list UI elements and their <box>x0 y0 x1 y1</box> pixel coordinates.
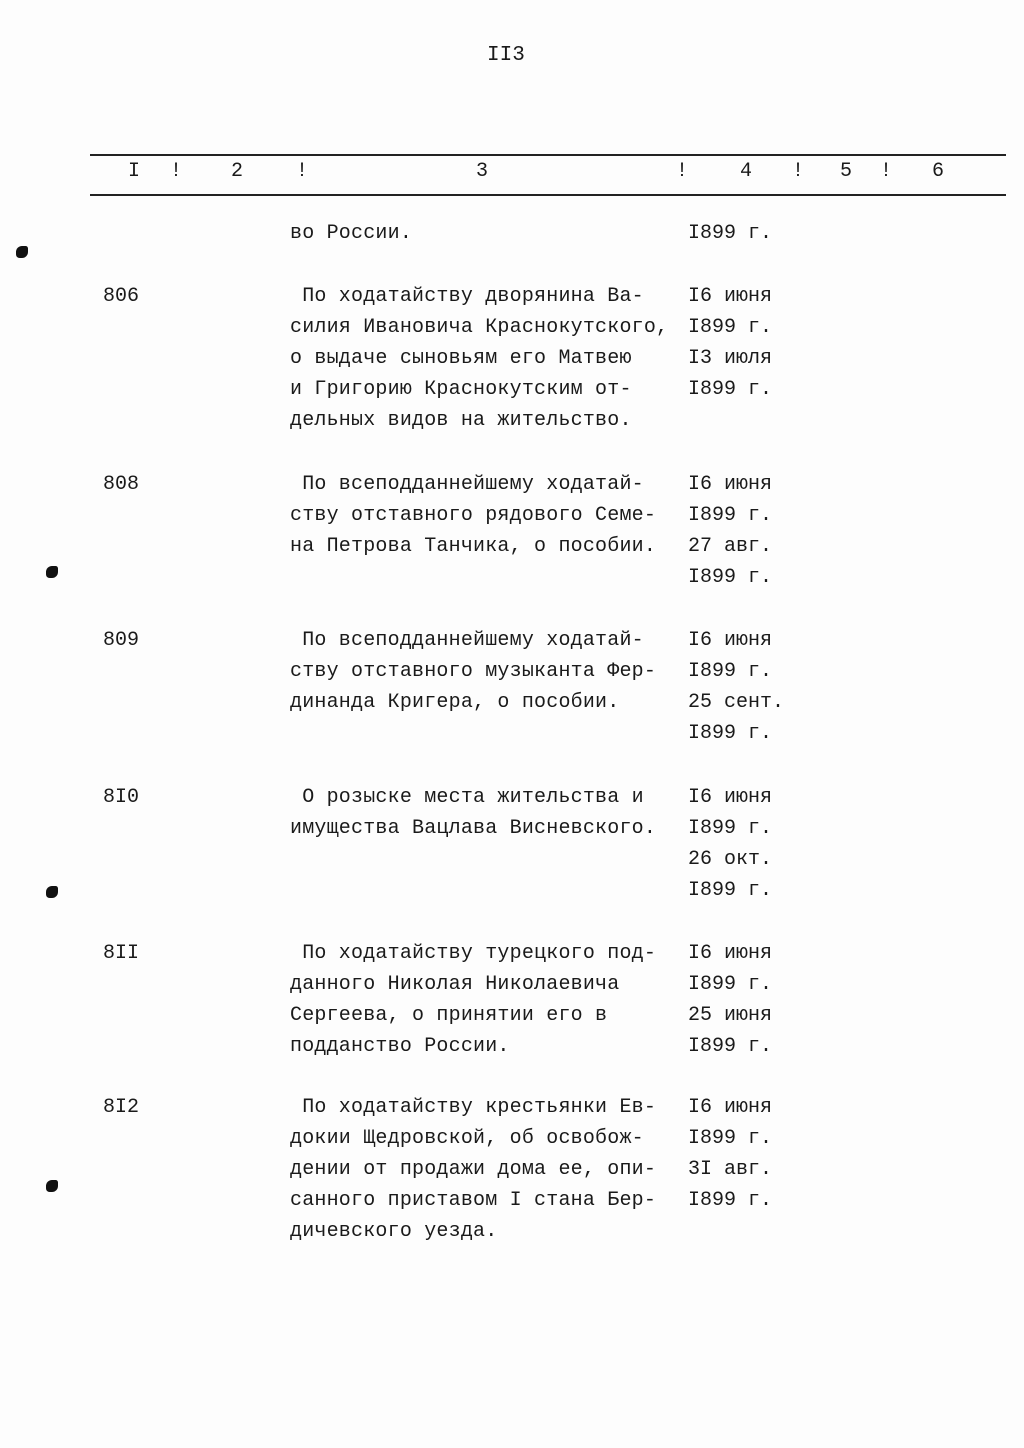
date-line: I899 г. <box>688 378 773 401</box>
case-dates <box>688 938 772 1062</box>
case-description <box>290 281 668 436</box>
header-rule-top <box>90 154 1006 156</box>
case-description <box>290 469 656 562</box>
date-line: 27 авг. <box>688 535 773 558</box>
date-line: 25 июня <box>688 1004 773 1027</box>
description-line: данного Николая Николаевича <box>290 973 620 996</box>
date-line: 26 окт. <box>688 848 773 871</box>
col-header-6: 6 <box>932 160 945 183</box>
description-line: имущества Вацлава Висневского. <box>290 817 657 840</box>
col-header-4: 4 <box>740 160 753 183</box>
col-header-1: I <box>128 160 141 183</box>
col-sep: ! <box>296 160 309 183</box>
col-header-3: 3 <box>476 160 489 183</box>
date-line: I6 июня <box>688 285 773 308</box>
case-description <box>290 1092 656 1247</box>
date-line: I6 июня <box>688 942 773 965</box>
description-line: ству отставного музыканта Фер- <box>290 660 657 683</box>
col-sep: ! <box>792 160 805 183</box>
col-sep: ! <box>676 160 689 183</box>
binding-hole-mark <box>16 246 28 258</box>
col-header-5: 5 <box>840 160 853 183</box>
description-line: ству отставного рядового Семе- <box>290 504 657 527</box>
date-line: I899 г. <box>688 817 773 840</box>
description-line: По ходатайству турецкого под- <box>290 942 657 965</box>
date-line: I6 июня <box>688 786 773 809</box>
description-line: По всеподданнейшему ходатай- <box>290 629 644 652</box>
col-sep: ! <box>880 160 893 183</box>
date-line: I899 г. <box>688 722 773 745</box>
date-line: 3I авг. <box>688 1158 773 1181</box>
date-line: I899 г. <box>688 316 773 339</box>
description-line: динанда Кригера, о пособии. <box>290 691 620 714</box>
case-description <box>290 938 656 1062</box>
date-line: I6 июня <box>688 629 773 652</box>
description-line: подданство России. <box>290 1035 510 1058</box>
case-description <box>290 625 656 718</box>
description-line: О розыске места жительства и <box>290 786 644 809</box>
description-line: По всеподданнейшему ходатай- <box>290 473 644 496</box>
description-line: во России. <box>290 222 413 245</box>
date-line: I899 г. <box>688 973 773 996</box>
description-line: дичевского уезда. <box>290 1220 498 1243</box>
description-line: на Петрова Танчика, о пособии. <box>290 535 657 558</box>
description-line: По ходатайству дворянина Ва- <box>290 285 644 308</box>
case-dates <box>688 625 784 749</box>
description-line: о выдаче сыновьям его Матвею <box>290 347 632 370</box>
date-line: I899 г. <box>688 222 773 245</box>
col-header-2: 2 <box>231 160 244 183</box>
case-dates <box>688 469 772 593</box>
case-dates <box>688 218 772 249</box>
binding-hole-mark <box>46 1180 58 1192</box>
case-number: 809 <box>103 629 140 652</box>
case-number: 8II <box>103 942 140 965</box>
description-line: По ходатайству крестьянки Ев- <box>290 1096 657 1119</box>
case-description <box>290 218 412 249</box>
description-line: докии Щедровской, об освобож- <box>290 1127 644 1150</box>
col-sep: ! <box>170 160 183 183</box>
date-line: I899 г. <box>688 1127 773 1150</box>
case-dates <box>688 782 772 906</box>
binding-hole-mark <box>46 886 58 898</box>
description-line: и Григорию Краснокутским от- <box>290 378 632 401</box>
date-line: I899 г. <box>688 1035 773 1058</box>
date-line: I899 г. <box>688 566 773 589</box>
case-description <box>290 782 656 844</box>
page-number: II3 <box>487 44 525 67</box>
case-dates <box>688 281 772 405</box>
date-line: I6 июня <box>688 1096 773 1119</box>
date-line: I6 июня <box>688 473 773 496</box>
description-line: дельных видов на жительство. <box>290 409 632 432</box>
description-line: Сергеева, о принятии его в <box>290 1004 608 1027</box>
date-line: I899 г. <box>688 504 773 527</box>
case-number: 808 <box>103 473 140 496</box>
date-line: I3 июля <box>688 347 773 370</box>
date-line: I899 г. <box>688 660 773 683</box>
case-number: 8I2 <box>103 1096 140 1119</box>
case-number: 806 <box>103 285 140 308</box>
binding-hole-mark <box>46 566 58 578</box>
description-line: дении от продажи дома ее, опи- <box>290 1158 657 1181</box>
date-line: I899 г. <box>688 1189 773 1212</box>
date-line: 25 сент. <box>688 691 785 714</box>
date-line: I899 г. <box>688 879 773 902</box>
header-rule-bottom <box>90 194 1006 196</box>
case-number: 8I0 <box>103 786 140 809</box>
description-line: силия Ивановича Краснокутского, <box>290 316 669 339</box>
case-dates <box>688 1092 772 1216</box>
description-line: санного приставом I стана Бер- <box>290 1189 657 1212</box>
